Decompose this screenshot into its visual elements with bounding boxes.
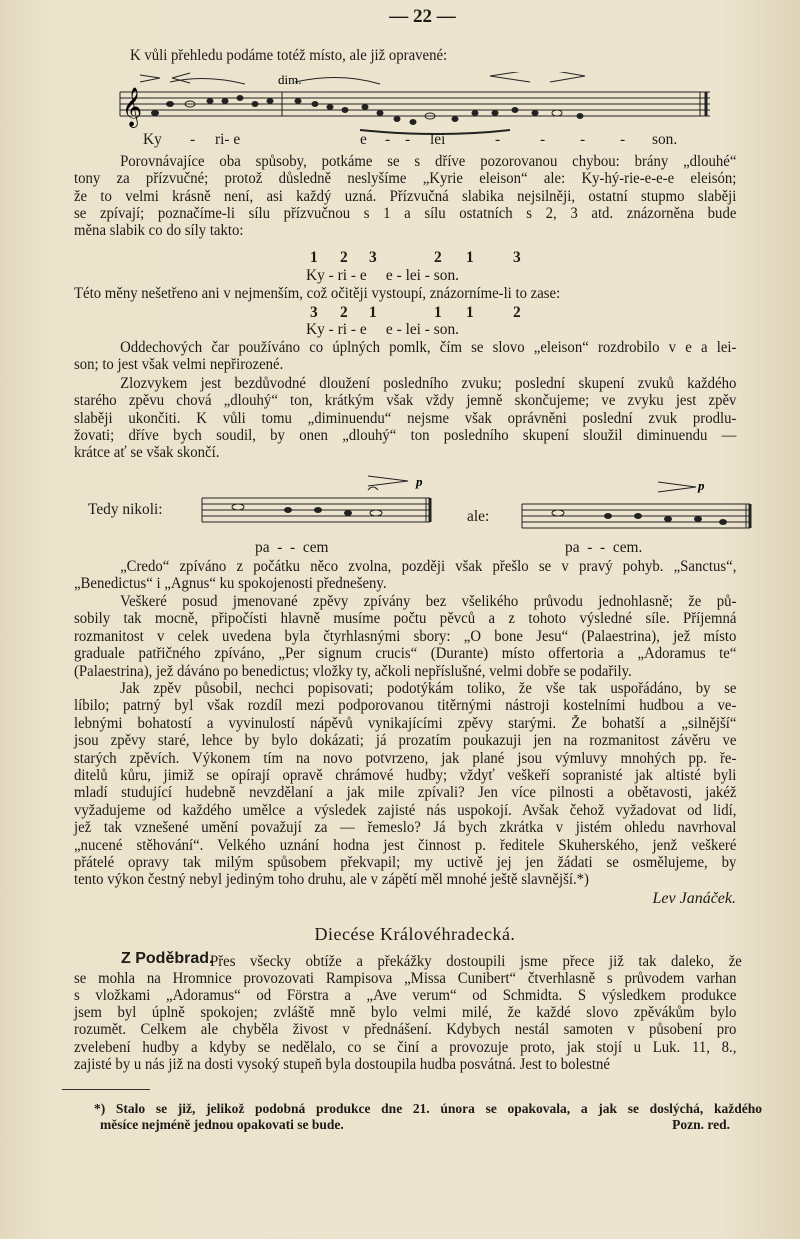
example-label-correct: ale: — [467, 508, 490, 525]
stress-number: 1 — [466, 304, 474, 321]
stress-number: 3 — [310, 304, 318, 321]
example-lyrics-correct: pa - - cem. — [565, 539, 643, 556]
text-line: sobily tak mocně, připočísti hlavně musíme počtu pěvců a z tohoto výsledné síle. Příjemná — [74, 610, 737, 628]
scheme-lyrics: Ky - ri - e e - lei - son. — [306, 267, 460, 284]
text-line: starých zpěvích. Výkonem tím na novo potvrzeno, jak plané jsou výmluvy mnohých pp. ře- — [74, 749, 737, 767]
stress-number: 3 — [369, 249, 377, 266]
stress-number: 1 — [369, 304, 377, 321]
author-signature: Lev Janáček. — [652, 890, 736, 907]
text-line: vyžadujeme od každého umělce a výsledek zajisté nás uspokojí. Avšak čehož vyžadovat od lidí, — [74, 801, 737, 819]
text-line: líbilo; patrný byl však rozdíl mezi podporovanou titěrnými nástroji kostelními hudbou a ve- — [74, 697, 737, 715]
text-line: žovati; dříve bych soudil, by onen „dlouhý“ ton posledního skupení sloužil diminuendu — — [74, 426, 737, 444]
svg-text:𝄞: 𝄞 — [122, 87, 143, 127]
text-line: mladí studující hudebně nevzdělaní a jak mile zpívali? Jen více pilnosti a obětavosti, jakéž — [74, 784, 737, 802]
music-staff-kyrie — [110, 72, 730, 147]
scheme-lyrics: Ky - ri - e e - lei - son. — [306, 321, 460, 338]
text-line: Oddechových čar používáno co úplných pomlk, čím se slovo „eleison“ rozdrobilo v e a lei- — [120, 339, 737, 356]
text-line: graduale patřičného zpíváno, „Per signum crucis“ (Durante) místo offertoria a „Adoramus te“ — [74, 645, 737, 663]
stress-number: 2 — [340, 249, 348, 266]
text-line: tony za přízvučné; protož důsledně neslyšíme „Kyrie eleison“ ale: Ky-hý-rie-e-e-e eleisón; — [74, 170, 737, 188]
text-line: ditelů kůru, jimiž se opírají opravě chrámové hudby; vždyť veškeří sopranisté jak altisté byli — [74, 767, 737, 784]
text-line: zajisté by u nás již na dosti vysoký stupeň byla dostoupila hudba posvátná. Jest to bolestné — [74, 1055, 610, 1073]
stress-number: 2 — [340, 304, 348, 321]
text-line: son; to jest však velmi nepřirozené. — [74, 356, 284, 374]
stress-number: 3 — [513, 249, 521, 266]
lyric-dash: - — [385, 131, 391, 148]
text-line: tento výkon čestný nebyl jediným toho druhu, ale v zápětí měl mnohé ještě slavnější.*) — [74, 871, 589, 889]
intro-line: K vůli přehledu podáme totéž místo, ale již opravené: — [130, 47, 448, 64]
lyric-e: e — [360, 131, 367, 148]
text-line: rozumět. Celkem ale chyběla živost v přednášení. Kdybych nestál samoten v působení pro — [74, 1021, 737, 1039]
text-line: rozmanitost v celek uvedena byla čtyrhlasnými sbory: „O bone Jesu“ (Palaestrina), jež místo — [74, 627, 737, 645]
text-line: zvelebení hudby a kdyby se nedělalo, co se činí a provozuje proto, jak stojí u Luk. 11, 8., — [74, 1038, 737, 1056]
lyric-dash: - — [405, 131, 411, 148]
text-line: Porovnávajíce oba spůsoby, potkáme se s dříve pozorovanou chybou: brány „dlouhé“ — [120, 153, 737, 170]
stress-number: 2 — [513, 304, 521, 321]
text-line: slaběji ukončiti. K vůli tomu „diminuendu“ nejsme však oprávněni poslední zvuk prodlu- — [74, 409, 737, 427]
lyric-dash: - — [580, 131, 586, 148]
text-line: se zpívají; poznačíme-li sílu přízvučnou s 1 a sílu ostatních s 2, 3 atd. znázorněna bude — [74, 204, 737, 222]
lyric-dash: - — [620, 131, 626, 148]
text-line: (Palaestrina), jež dáváno po benedictus; vložky ty, ačkoli nepříslušné, velmi dobře se podařily. — [74, 662, 632, 680]
lyric-lei: lei — [430, 131, 446, 148]
text-line: se mohla na Hromnice provozovati Rampisova „Missa Cunibert“ čtverhlasně s průvodem varhan — [74, 970, 737, 988]
text-line: Této měny nešetřeno ani v nejmenším, což očitěji vystoupí, znázorníme-li to zase: — [74, 285, 561, 302]
lyric-rie: ri- e — [215, 131, 241, 148]
text-line: Přes všecky obtíže a překážky dostoupili jsme přece již tak daleko, že — [210, 953, 742, 970]
dynamic-p: p — [416, 474, 423, 489]
stress-number: 2 — [434, 249, 442, 266]
footnote-attribution: Pozn. red. — [672, 1117, 730, 1132]
section-heading: Diecése Královéhradecká. — [314, 924, 516, 944]
text-line: s vložkami „Adoramus“ od Förstra a „Ave verum“ od Schmidta. S výsledkem produkce — [74, 987, 737, 1005]
text-line: Veškeré posud jmenované zpěvy zpívány bez všelikého průvodu jednohlasně; že pů- — [120, 593, 737, 610]
stress-number: 1 — [466, 249, 474, 266]
page-number: — 22 — — [389, 6, 456, 27]
stress-number: 1 — [310, 249, 318, 266]
footnote-divider — [62, 1089, 150, 1090]
text-line: Jak zpěv působil, nechci popisovati; podotýkám toliko, že vše tak uspořádáno, by se — [120, 680, 737, 697]
section-lead: Z Poděbrad. — [121, 950, 214, 967]
lyric-dash: - — [540, 131, 546, 148]
dynamic-p: p — [698, 478, 705, 493]
text-line: „Benedictus“ i „Agnus“ ku spokojenosti přednešeny. — [74, 575, 387, 593]
text-line: že to velmi krásně není, asi každý uzná. Přízvučná slabika nejsilněji, ostatní stupmo slaběji — [74, 187, 737, 205]
text-line: jež tak vznešené umění považují za — řemeslo? Já bych zkrátka v jistém ohledu navrhoval — [74, 819, 737, 837]
stress-number: 1 — [434, 304, 442, 321]
music-staff-wrong — [198, 470, 438, 530]
example-label-wrong: Tedy nikoli: — [88, 501, 163, 518]
lyric-son: son. — [652, 131, 678, 148]
text-line: „nucené stěhování“. Velkého uznání hodna jest činnost p. ředitele Skuherského, jenž veškeré — [74, 836, 737, 854]
text-line: přátelé opravy tak milým spůsobem překvapil; my uctivě jej jen žádati se osmělujeme, by — [74, 854, 737, 871]
text-line: Zlozvykem jest bezdůvodné dloužení posledního zvuku; poslední skupení zvuků každého — [120, 375, 737, 392]
example-lyrics-wrong: pa - - cem — [255, 539, 329, 556]
text-line: krátce ať se však skončí. — [74, 444, 220, 462]
music-staff-correct — [518, 476, 758, 536]
text-line: „Credo“ zpíváno z počátku něco zvolna, později však přešlo se v pravý pohyb. „Sanctus“, — [120, 558, 737, 575]
lyric-ky: Ky — [143, 131, 162, 148]
text-line: starého zpěvu chová „dlouhý“ ton, krátkým však vždy jemně skončujeme; ve zvyku jest zpěv — [74, 392, 737, 410]
footnote-line: měsíce nejméně jednou opakovati se bude. — [100, 1117, 344, 1132]
lyric-dash: - — [495, 131, 501, 148]
text-line: jsem byl úplně spokojen; zvláště mně bylo velmi milé, že každé slovo zpěvákům bylo — [74, 1004, 737, 1022]
text-line: jsou zpěvy staré, lehce by bylo dokázati; já prozatím poukazuji jen na rozmanitost závěru ve — [74, 732, 737, 750]
lyric-dash: - — [190, 131, 196, 148]
text-line: měna slabik co do síly takto: — [74, 222, 244, 240]
text-line: lebnými bohatostí a vyvinulostí nápěvů vynikajícími zpěvy starými. Že bohatší a „silnější“ — [74, 714, 737, 732]
svg-text:dim.: dim. — [278, 72, 302, 87]
footnote-line: *) Stalo se již, jelikož podobná produkce dne 21. února se opakovala, a jak se doslýchá, každého — [94, 1101, 762, 1116]
